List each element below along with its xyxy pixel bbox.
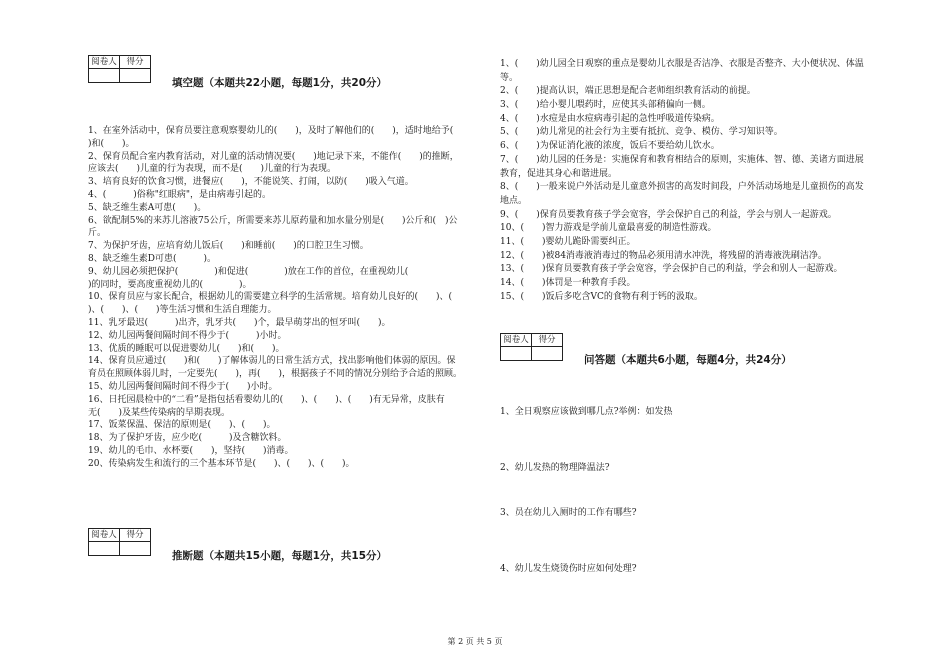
fill-question-line: 10、保育员应与家长配合，根据幼儿的需要建立科学的生活常规。培育幼儿良好的( )、( (88, 292, 452, 303)
judge-question-line: 4、( )水痘是由水痘病毒引起的急性呼吸道传染病。 (500, 113, 720, 124)
judge-question-line: 3、( )给小婴儿喂药时，应使其头部稍偏向一侧。 (500, 100, 711, 111)
judge-question-line: 5、( )幼儿常见的社会行为主要有抵抗、竞争、模仿、学习知识等。 (500, 127, 783, 138)
qa-question: 2、幼儿发热的物理降温法? (500, 463, 610, 473)
fill-question-line: 17、饭菜保温、保洁的原则是( )、( )。 (88, 420, 276, 431)
reviewer-cell (89, 542, 120, 556)
judge-question-line: 地点。 (500, 195, 528, 206)
fill-question-line: 20、传染病发生和流行的三个基本环节是( )、( )、( )。 (88, 458, 355, 469)
score-cell (120, 69, 151, 83)
judge-question-line: 教育，促进其身心和谐进展。 (500, 168, 618, 179)
judge-question-list (500, 58, 864, 304)
qa-question: 3、员在幼儿入厕时的工作有哪些? (500, 508, 637, 518)
fill-question-line: 4、( )俗称"红眼病"，是由病毒引起的。 (88, 189, 272, 200)
judge-question-line: 9、( )保育员要教育孩子学会宽容，学会保护自己的利益，学会与别人一起游戏。 (500, 209, 837, 220)
judge-question-line: 11、( )婴幼儿跪卧需要纠正。 (500, 236, 636, 247)
reviewer-cell (501, 347, 532, 361)
fill-question-line: 斤。 (88, 228, 107, 239)
reviewer-label: 阅卷人 (89, 529, 120, 542)
score-table (88, 55, 151, 83)
fill-question-line: 7、为保护牙齿，应培育幼儿饭后( )和睡前( )的口腔卫生习惯。 (88, 241, 369, 252)
qa-question: 4、幼儿发生烧烫伤时应如何处理? (500, 564, 637, 574)
judge-question-line: 1、( )幼儿园全日观察的重点是婴幼儿衣服是否洁净、衣服是否整齐、大小便状况、体温 (500, 59, 864, 69)
score-cell (532, 347, 563, 361)
judge-question-line: 2、( )提高认识，端正思想是配合老师组织教育活动的前提。 (500, 86, 756, 97)
qa-section-title: 问答题（本题共6小题，每题4分，共24分） (584, 354, 792, 366)
page-footer: 第 2 页 共 5 页 (447, 637, 503, 646)
qa-question: 1、全日观察应该做到哪几点?举例：如发热 (500, 407, 673, 417)
fill-question-line: 5、缺乏维生素A可患( )。 (88, 202, 207, 213)
fill-question-line: 3、培育良好的饮食习惯，进餐应( )，不能说笑、打闹，以防( )吸入气道。 (88, 177, 414, 188)
fill-question-line: 9、幼儿园必须把保护( )和促进( )放在工作的首位，在重视幼儿( (88, 266, 409, 277)
judge-question-line: 15、( )饭后多吃含VC的食物有利于钙的汲取。 (500, 291, 703, 302)
fill-question-line: 12、幼儿园两餐间隔时间不得少于( )小时。 (88, 330, 287, 341)
judge-question-line: 10、( )智力游戏是学前儿童最喜爱的制造性游戏。 (500, 223, 717, 234)
fill-question-line: 1、在室外活动中，保育员要注意观察婴幼儿的( )，及时了解他们的( )，适时地给予( (88, 126, 454, 136)
judge-question-line: 13、( )保育员要教育孩子学会宽容，学会保护自己的利益，学会和别人一起游戏。 (500, 264, 843, 275)
fill-question-line: )和( )。 (88, 138, 135, 149)
fill-question-line: 应该去( )儿童的行为表现，而不是( )儿童的行为表现。 (88, 164, 337, 175)
judge-section-title: 推断题（本题共15小题，每题1分，共15分） (172, 550, 388, 562)
fill-question-line: 2、保育员配合室内教育活动，对儿童的活动情况要( )地记录下来，不能作( )的推断， (88, 151, 459, 162)
fill-question-line: 6、欲配制5%的来苏儿溶液75公斤，所需要来苏儿原药量和加水量分别是( )公斤和( )公 (88, 215, 458, 226)
fill-question-line: 13、优质的睡眠可以促进婴幼儿( )和( )。 (88, 343, 285, 354)
reviewer-cell (89, 69, 120, 83)
judge-question-line: 8、( )一般来说户外活动是儿童意外损害的高发时间段，户外活动场地是儿童损伤的高发 (500, 182, 864, 193)
fill-question-line: 19、幼儿的毛巾、水杯要( )，坚持( )消毒。 (88, 445, 294, 456)
judge-question-line: 等。 (500, 72, 519, 83)
score-label: 得分 (532, 334, 563, 347)
judge-question-line: 14、( )体罚是一种教育手段。 (500, 278, 636, 288)
score-table (500, 333, 563, 361)
fill-question-line: 18、为了保护牙齿，应少吃( )及含糖饮料。 (88, 433, 287, 444)
fill-question-list (88, 125, 462, 471)
reviewer-label: 阅卷人 (89, 56, 120, 69)
fill-question-line: 8、缺乏维生素D可患( )。 (88, 253, 216, 264)
fill-question-line: 育员在照顾体弱儿时，一定要先( )，再( )，根据孩子不同的情况分别给予合适的照顾。 (88, 369, 463, 380)
fill-question-line: 无( )及某些传染病的早期表现。 (88, 407, 231, 418)
fill-question-line: )的同时，要高度重视幼儿的( )。 (88, 279, 252, 290)
fill-question-line: )、( )、( )等生活习惯和生活自理能力。 (88, 305, 277, 316)
judge-question-line: 12、( )被84消毒液消毒过的物品必须用清水冲洗，将残留的消毒液洗刷洁净。 (500, 250, 827, 261)
score-cell (120, 542, 151, 556)
judge-question-line: 7、( )幼儿园的任务是：实施保育和教育相结合的原则，实施体、智、德、美诸方面进展 (500, 154, 864, 165)
fill-question-line: 14、保育员应通过( )和( )了解体弱儿的日常生活方式，找出影响他们体弱的原因。保 (88, 356, 456, 367)
fill-section-title: 填空题（本题共22小题，每题1分，共20分） (172, 77, 388, 89)
fill-question-line: 11、乳牙最迟( )出齐，乳牙共( )个，最早萌芽出的恒牙叫( )。 (88, 317, 391, 328)
fill-question-line: 16、日托园晨检中的“二看”是指包括看婴幼儿的( )、( )、( )有无异常，皮肤有 (88, 394, 445, 405)
fill-question-line: 15、幼儿园两餐间隔时间不得少于( )小时。 (88, 381, 278, 392)
score-table (88, 528, 151, 556)
reviewer-label: 阅卷人 (501, 334, 532, 347)
score-label: 得分 (120, 529, 151, 542)
score-label: 得分 (120, 56, 151, 69)
judge-question-line: 6、( )为保证消化液的浓度，饭后不要给幼儿饮水。 (500, 141, 720, 152)
